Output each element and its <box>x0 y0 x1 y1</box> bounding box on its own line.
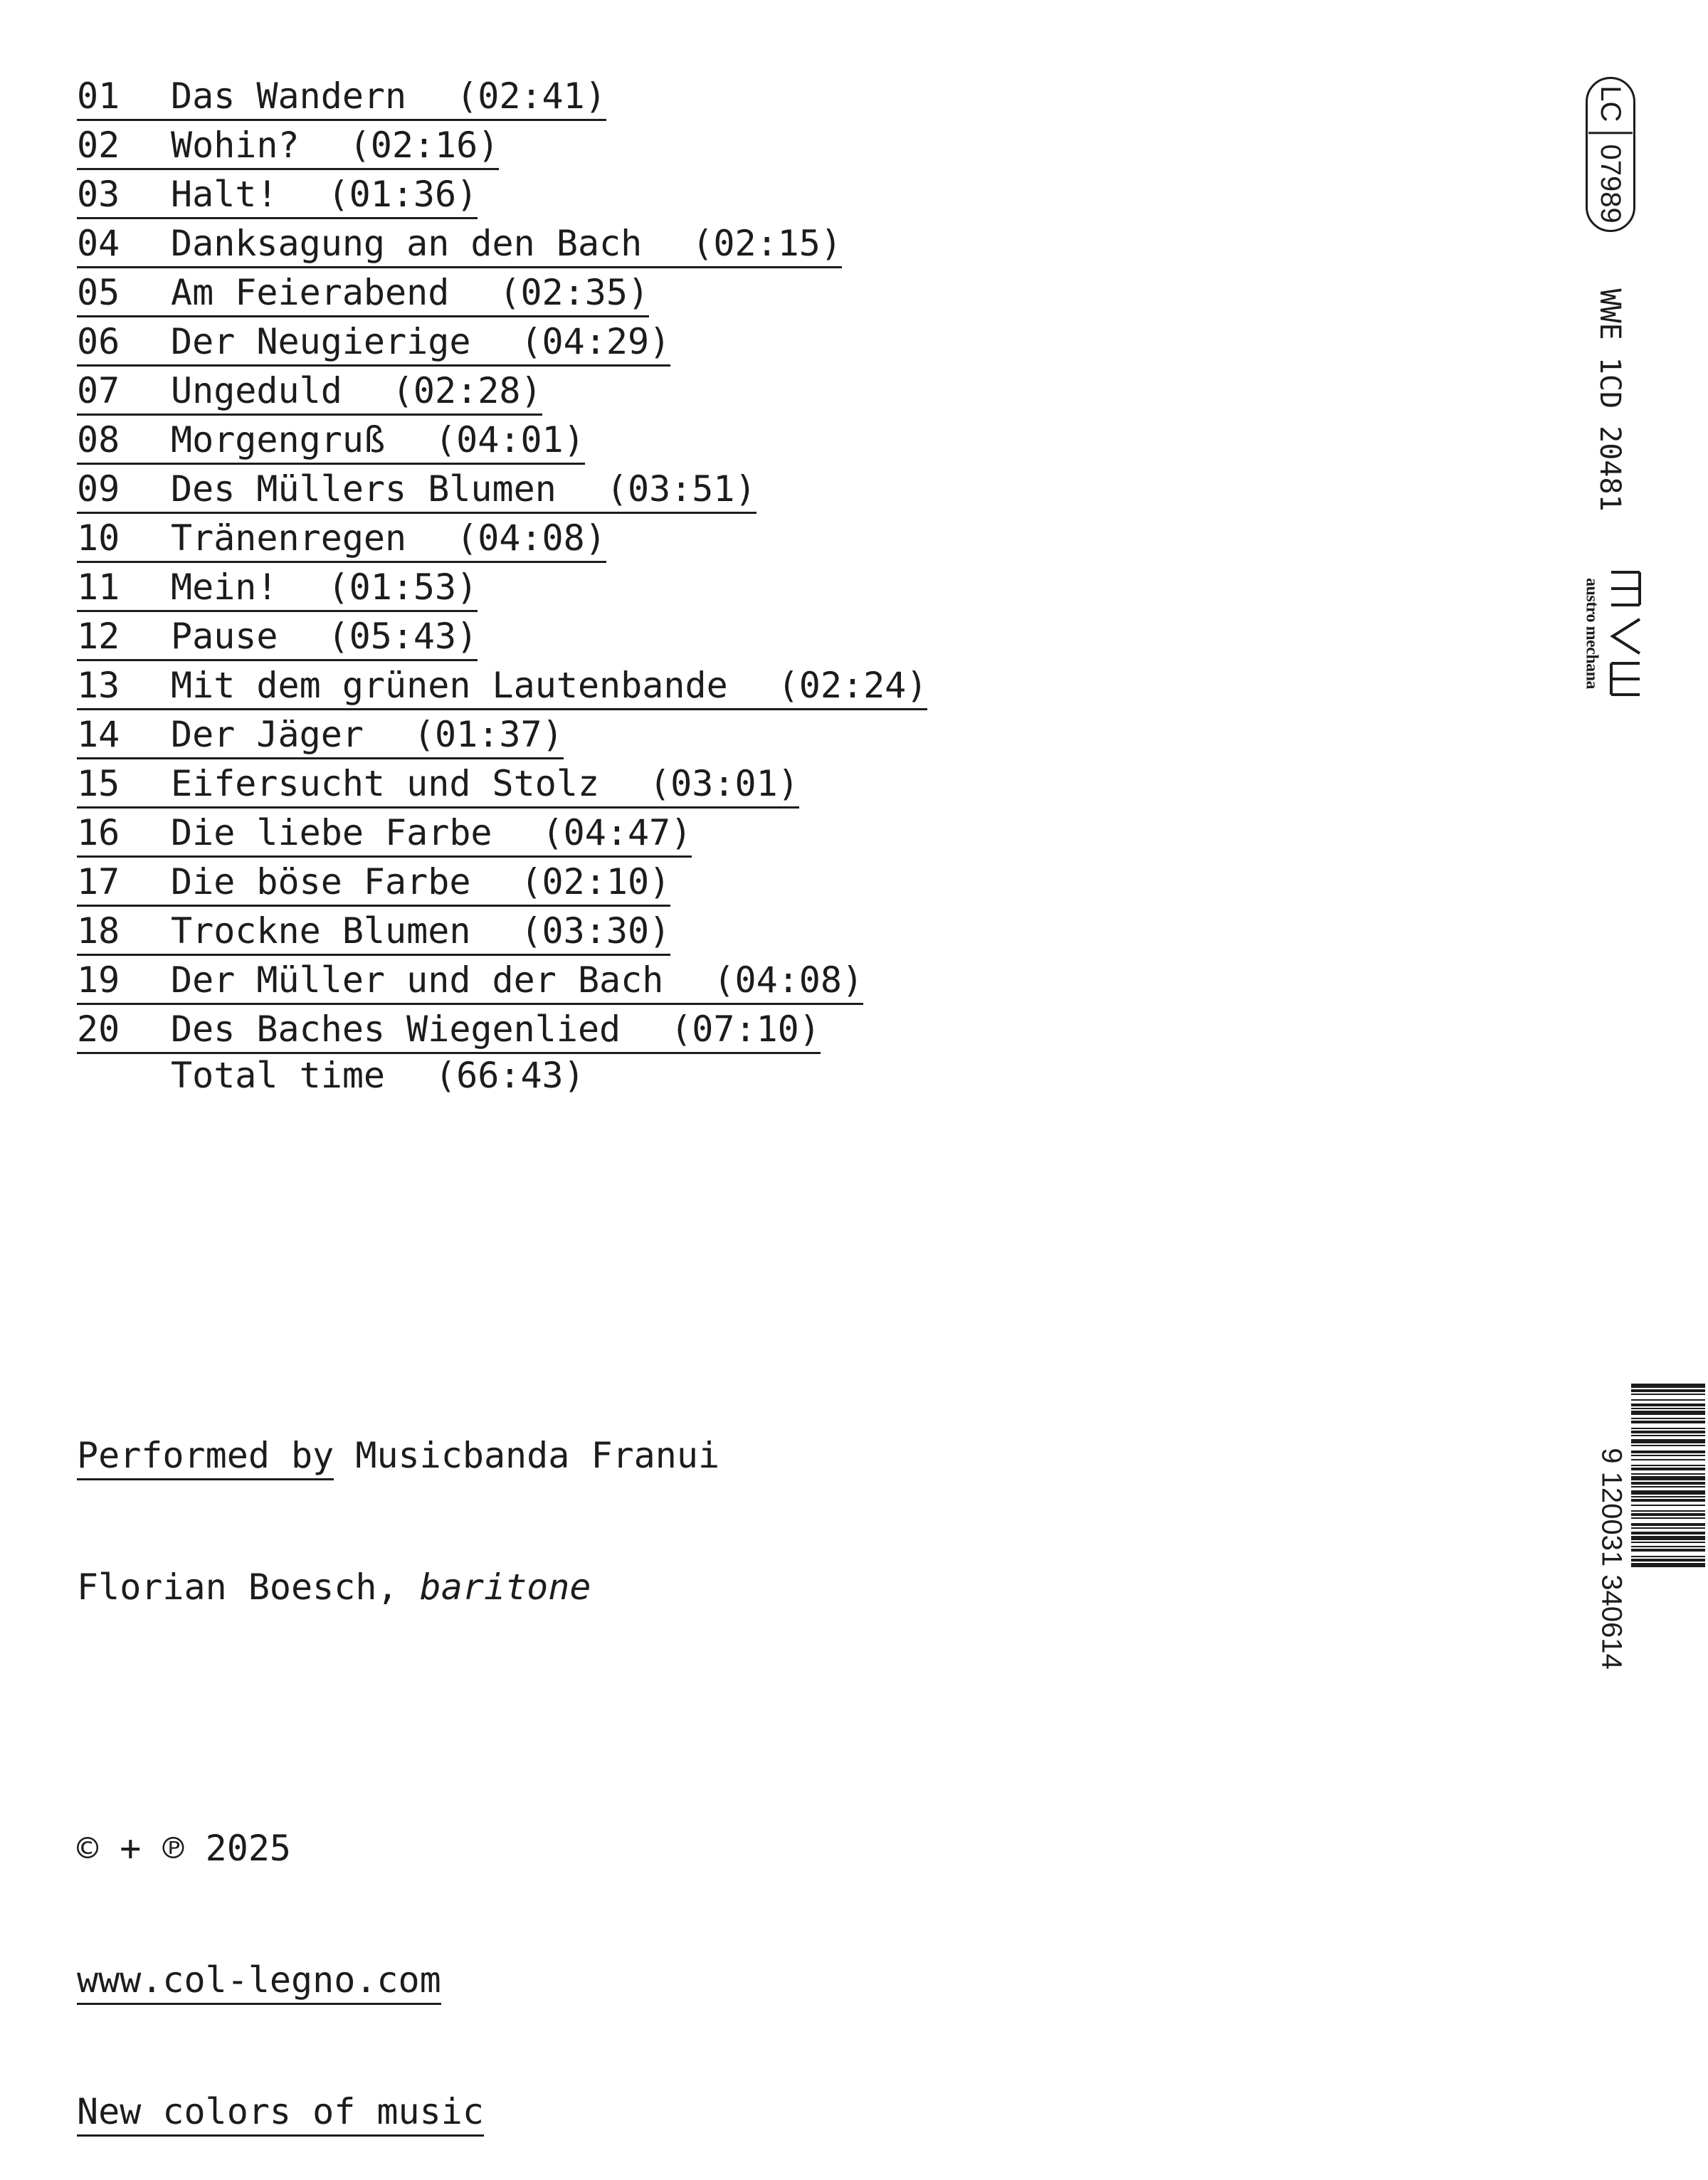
track-duration: (01:37) <box>413 714 564 755</box>
track-title: Mit dem grünen Lautenbande <box>171 665 728 706</box>
barcode-bar <box>1631 1505 1705 1506</box>
barcode-bar <box>1631 1473 1705 1475</box>
austro-mechana-text: austro mechana <box>1582 578 1601 689</box>
track-number: 15 <box>77 763 120 804</box>
track-row <box>77 218 927 268</box>
track-row <box>77 366 927 415</box>
barcode-bar <box>1631 1418 1705 1419</box>
barcode-bar <box>1631 1559 1705 1562</box>
track-row <box>77 906 927 955</box>
track-duration: (01:53) <box>327 567 478 608</box>
tracklist <box>77 71 927 1102</box>
track-row <box>77 513 927 562</box>
track-duration: (04:01) <box>435 419 585 460</box>
track-number: 01 <box>77 75 120 117</box>
barcode-bar <box>1631 1513 1705 1516</box>
track-row <box>77 71 927 120</box>
austro-mechana-mark-icon <box>1607 569 1644 697</box>
track-title: Danksagung an den Bach <box>171 223 643 264</box>
barcode-bar <box>1631 1389 1705 1392</box>
barcode-icon <box>1631 1384 1705 1610</box>
label-code-text <box>1588 85 1633 223</box>
track-row <box>77 759 927 808</box>
track-line <box>77 663 927 710</box>
credits <box>77 1351 719 2180</box>
track-number: 14 <box>77 714 120 755</box>
slogan-line <box>77 2090 719 2139</box>
barcode-bar <box>1631 1482 1705 1485</box>
track-title: Der Neugierige <box>171 321 471 362</box>
track-line <box>77 123 499 170</box>
barcode-bar <box>1631 1431 1705 1433</box>
track-number: 11 <box>77 567 120 608</box>
barcode-bar <box>1631 1421 1705 1423</box>
track-title: Halt! <box>171 174 278 215</box>
barcode-bar <box>1631 1459 1705 1460</box>
track-row <box>77 710 927 759</box>
track-duration: (05:43) <box>327 616 478 657</box>
track-row <box>77 268 927 317</box>
track-line <box>77 762 799 809</box>
track-line <box>77 860 670 907</box>
track-title: Ungeduld <box>171 370 342 411</box>
track-line <box>77 958 863 1005</box>
website-link[interactable]: www.col-legno.com <box>77 1958 441 2005</box>
track-line <box>77 74 606 121</box>
performed-by-label: Performed by <box>77 1433 334 1480</box>
track-duration: (04:08) <box>713 959 864 1001</box>
barcode-bar <box>1631 1455 1705 1456</box>
track-title: Pause <box>171 616 278 657</box>
track-row <box>77 660 927 710</box>
barcode-bar <box>1631 1536 1705 1540</box>
track-row <box>77 611 927 660</box>
barcode-bar <box>1631 1411 1705 1415</box>
track-line <box>77 467 757 514</box>
track-duration: (02:41) <box>456 75 606 117</box>
track-title: Morgengruß <box>171 419 386 460</box>
track-line <box>77 172 478 219</box>
soloist-line <box>77 1565 719 1614</box>
barcode-bar <box>1631 1532 1705 1534</box>
track-row <box>77 464 927 513</box>
track-number: 04 <box>77 223 120 264</box>
barcode-bar <box>1631 1549 1705 1552</box>
total-time-value: (66:43) <box>435 1055 585 1096</box>
track-title: Des Müllers Blumen <box>171 468 557 510</box>
track-number: 12 <box>77 616 120 657</box>
track-title: Eifersucht und Stolz <box>171 763 600 804</box>
performed-by-line <box>77 1433 719 1483</box>
track-number: 19 <box>77 959 120 1001</box>
track-duration: (04:47) <box>542 812 692 853</box>
track-title: Am Feierabend <box>171 272 450 313</box>
track-number: 09 <box>77 468 120 510</box>
track-line <box>77 565 478 612</box>
barcode-bar <box>1631 1384 1705 1388</box>
track-line <box>77 270 649 317</box>
track-number: 16 <box>77 812 120 853</box>
barcode-bar <box>1631 1556 1705 1557</box>
track-title: Der Jäger <box>171 714 364 755</box>
barcode-bar <box>1631 1546 1705 1547</box>
website-line <box>77 1958 719 2007</box>
track-duration: (02:10) <box>520 861 671 902</box>
track-duration: (03:01) <box>649 763 799 804</box>
label-code-number: 07989 <box>1595 144 1627 223</box>
barcode-bar <box>1631 1527 1705 1529</box>
track-row <box>77 317 927 366</box>
track-number: 07 <box>77 370 120 411</box>
track-duration: (04:29) <box>520 321 671 362</box>
track-title: Trockne Blumen <box>171 910 471 952</box>
track-number: 10 <box>77 517 120 559</box>
soloist-name: Florian Boesch, <box>77 1566 399 1608</box>
barcode-bar <box>1631 1465 1705 1466</box>
track-line <box>77 516 606 563</box>
barcode-bar <box>1631 1394 1705 1395</box>
track-duration: (02:24) <box>777 665 928 706</box>
track-number: 17 <box>77 861 120 902</box>
soloist-role: baritone <box>419 1566 591 1608</box>
track-duration: (03:30) <box>520 910 671 952</box>
barcode-bar <box>1631 1399 1705 1401</box>
track-line <box>77 811 692 858</box>
barcode-bar <box>1631 1523 1705 1526</box>
track-row <box>77 120 927 169</box>
barcode-bar <box>1631 1404 1705 1406</box>
track-line <box>77 614 478 661</box>
barcode-bar <box>1631 1563 1705 1567</box>
track-title: Der Müller und der Bach <box>171 959 664 1001</box>
barcode-bar <box>1631 1408 1705 1409</box>
track-number: 13 <box>77 665 120 706</box>
track-duration: (01:36) <box>327 174 478 215</box>
barcode-bar <box>1631 1542 1705 1543</box>
barcode-bar <box>1631 1510 1705 1512</box>
track-number: 08 <box>77 419 120 460</box>
track-title: Das Wandern <box>171 75 407 117</box>
track-title: Tränenregen <box>171 517 407 559</box>
track-duration: (07:10) <box>670 1009 821 1050</box>
track-duration: (02:28) <box>391 370 542 411</box>
track-duration: (02:15) <box>692 223 842 264</box>
barcode-bar <box>1631 1468 1705 1470</box>
total-time-row <box>77 1053 927 1102</box>
barcode-digits: 9 120031 340614 <box>1596 1448 1628 1670</box>
ensemble-name: Musicbanda Franui <box>355 1435 720 1476</box>
track-title: Des Baches Wiegenlied <box>171 1009 621 1050</box>
track-title: Wohin? <box>171 125 300 166</box>
barcode-bar <box>1631 1450 1705 1453</box>
barcode-bar <box>1631 1490 1705 1495</box>
barcode-bar <box>1631 1486 1705 1487</box>
track-line <box>77 369 542 416</box>
track-number: 03 <box>77 174 120 215</box>
track-title: Die liebe Farbe <box>171 812 492 853</box>
track-duration: (04:08) <box>456 517 606 559</box>
copyright-line: © + ℗ 2025 <box>77 1828 292 1869</box>
track-row <box>77 1004 927 1053</box>
track-line <box>77 418 585 465</box>
track-title: Die böse Farbe <box>171 861 471 902</box>
track-duration: (02:35) <box>499 272 650 313</box>
track-line <box>77 320 670 367</box>
barcode-bar <box>1631 1499 1705 1502</box>
barcode-bar <box>1631 1517 1705 1519</box>
track-line <box>77 712 564 759</box>
barcode-bar <box>1631 1428 1705 1429</box>
track-row <box>77 415 927 464</box>
track-number: 02 <box>77 125 120 166</box>
barcode-bar <box>1631 1435 1705 1436</box>
track-duration: (03:51) <box>606 468 757 510</box>
track-number: 18 <box>77 910 120 952</box>
track-line <box>77 1007 821 1054</box>
track-number: 05 <box>77 272 120 313</box>
track-row <box>77 169 927 218</box>
barcode-bar <box>1631 1445 1705 1446</box>
label-code-badge <box>1586 77 1635 232</box>
slogan: New colors of music <box>77 2090 484 2137</box>
track-number: 06 <box>77 321 120 362</box>
track-number: 20 <box>77 1009 120 1050</box>
total-time-label: Total time <box>171 1055 386 1096</box>
track-row <box>77 857 927 906</box>
austro-mechana-logo <box>1578 569 1643 697</box>
catalog-number: WWE 1CD 20481 <box>1593 288 1626 512</box>
track-row <box>77 808 927 857</box>
track-row <box>77 562 927 611</box>
label-code-prefix: LC <box>1588 85 1633 134</box>
track-row <box>77 955 927 1004</box>
barcode-bar <box>1631 1496 1705 1497</box>
track-line <box>77 221 842 268</box>
barcode-bar <box>1631 1439 1705 1443</box>
track-title: Mein! <box>171 567 278 608</box>
track-duration: (02:16) <box>349 125 500 166</box>
track-line <box>77 909 670 956</box>
barcode-bar <box>1631 1476 1705 1480</box>
